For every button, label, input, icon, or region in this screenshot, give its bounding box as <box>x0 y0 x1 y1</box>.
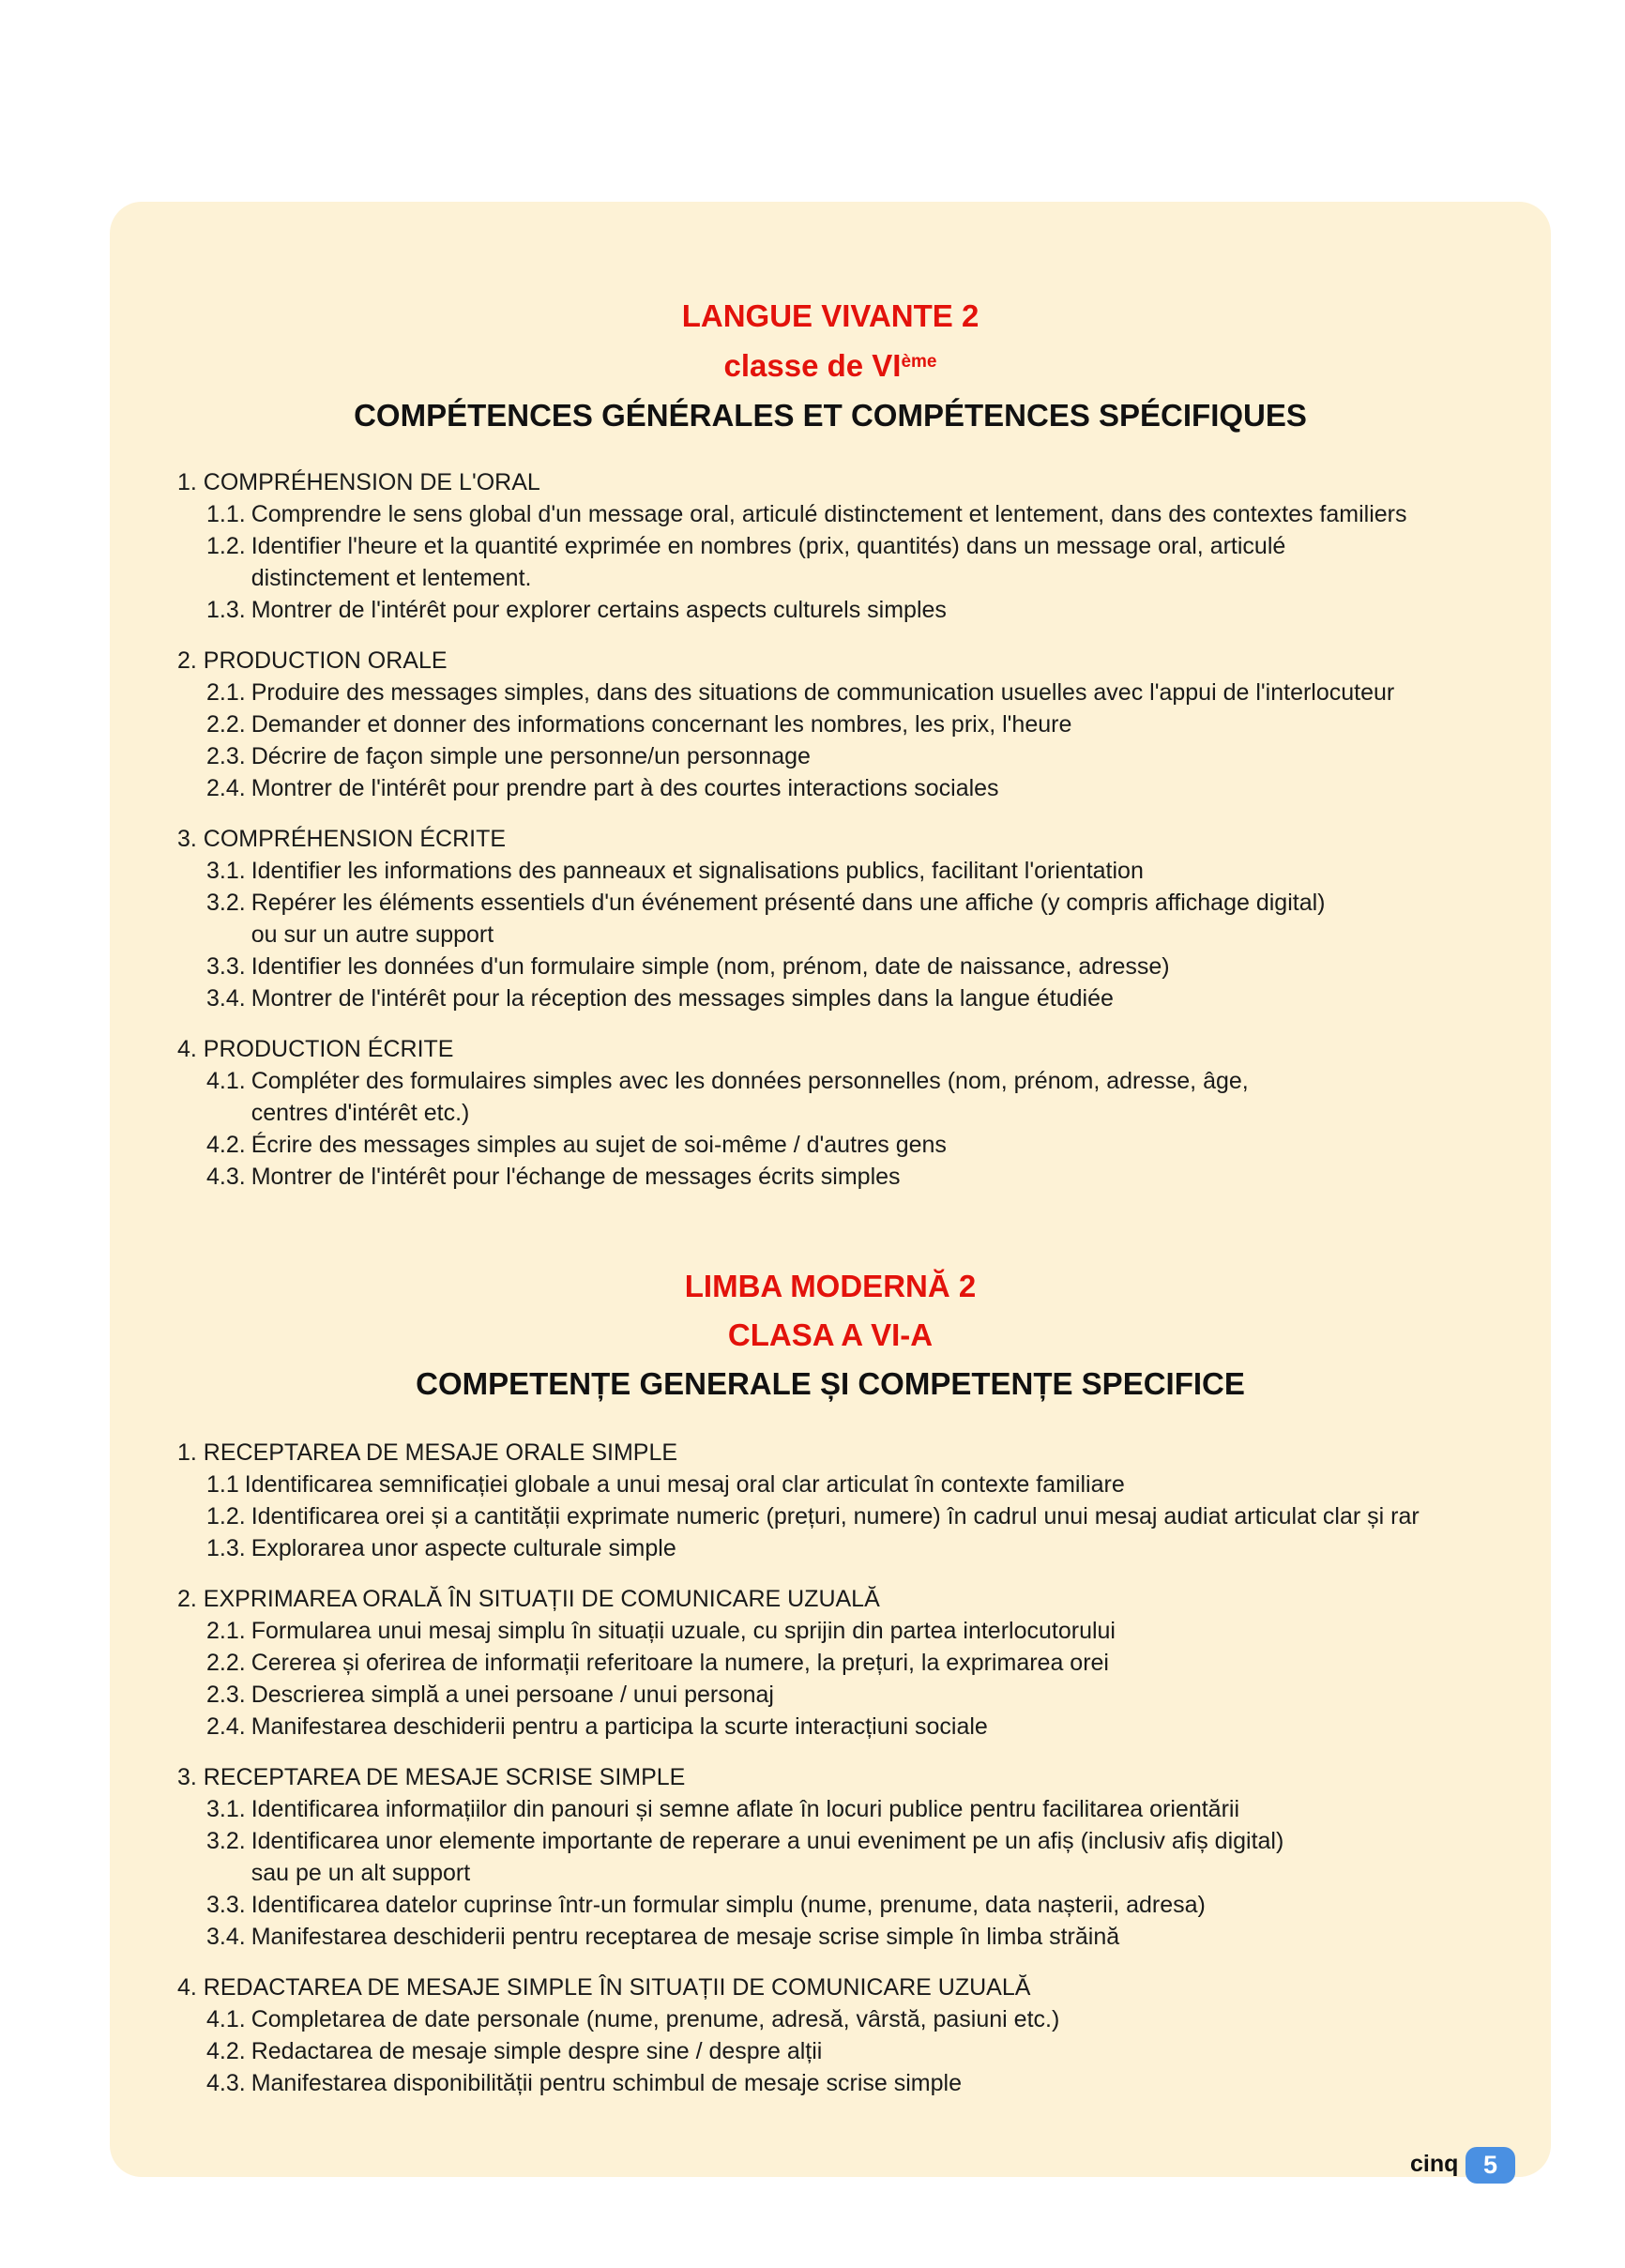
item-number: 2.2. <box>206 711 246 738</box>
competence-item <box>177 740 1528 772</box>
item-number: 3.3. <box>206 1892 246 1918</box>
item-number: 2.1. <box>206 1618 246 1644</box>
item-text: Descrierea simplă a unei persoane / unui personaj <box>251 1682 774 1708</box>
item-number: 3.3. <box>206 953 246 980</box>
item-text: Identifier les informations des panneaux et signalisations publics, facilitant l'orientation <box>251 858 1144 884</box>
item-number: 2.2. <box>206 1650 246 1676</box>
item-text: Identifier l'heure et la quantité exprimée en nombres (prix, quantités) dans un message oral, articulé distinctement et lentement. <box>251 533 1286 591</box>
section-heading: 3. RECEPTAREA DE MESAJE SCRISE SIMPLE <box>177 1764 686 1790</box>
competence-item <box>177 1500 1528 1532</box>
competence-item <box>177 772 1528 804</box>
competence-item <box>177 1793 1528 1825</box>
item-text: Identifier les données d'un formulaire simple (nom, prénom, date de naissance, adresse) <box>251 953 1170 980</box>
item-text: Identificarea unor elemente importante de reperare a unui eveniment pe un afiș (inclusiv afiș digital) sau pe un alt support <box>251 1828 1284 1886</box>
item-text: Identificarea datelor cuprinse într-un formular simplu (nume, prenume, data nașterii, adresa) <box>251 1892 1206 1918</box>
item-number: 4.1. <box>206 1068 246 1094</box>
competence-item <box>177 1615 1528 1647</box>
competence-section <box>177 1761 1528 1953</box>
competence-section <box>177 1437 1528 1564</box>
item-text: Manifestarea deschiderii pentru a participa la scurte interacțiuni sociale <box>251 1713 988 1740</box>
item-text: Produire des messages simples, dans des situations de communication usuelles avec l'appui de l'interlocuteur <box>251 679 1395 706</box>
item-number: 2.1. <box>206 679 246 706</box>
competence-item <box>177 1647 1528 1679</box>
item-number: 3.4. <box>206 985 246 1012</box>
competence-item <box>177 1679 1528 1711</box>
item-text: Comprendre le sens global d'un message oral, articulé distinctement et lentement, dans des contextes familiers <box>251 501 1407 527</box>
item-number: 1.2. <box>206 533 246 559</box>
competence-item <box>177 530 1528 594</box>
item-text: Manifestarea deschiderii pentru receptarea de mesaje scrise simple în limba străină <box>251 1924 1120 1950</box>
competence-item <box>177 1065 1528 1129</box>
item-number: 2.4. <box>206 775 246 801</box>
page-word: cinq <box>1410 2151 1459 2177</box>
item-number: 1.2. <box>206 1503 246 1530</box>
item-number: 3.1. <box>206 858 246 884</box>
section-heading: 4. PRODUCTION ÉCRITE <box>177 1036 454 1062</box>
item-number: 1.1 <box>206 1471 239 1498</box>
item-number: 2.3. <box>206 1682 246 1708</box>
item-text: Explorarea unor aspecte culturale simple <box>251 1535 676 1561</box>
item-text: Identificarea orei și a cantității exprimate numeric (prețuri, numere) în cadrul unui mesaj audiat articulat clar și rar <box>251 1503 1420 1530</box>
french-competences-list <box>177 466 1528 1193</box>
item-text: Identificarea semnificației globale a unui mesaj oral clar articulat în contexte familiare <box>244 1471 1125 1498</box>
item-text: Écrire des messages simples au sujet de soi-même / d'autres gens <box>251 1132 947 1158</box>
competence-item <box>177 594 1528 626</box>
competence-item <box>177 1532 1528 1564</box>
section-heading: 2. EXPRIMAREA ORALĂ ÎN SITUAȚII DE COMUNICARE UZUALĂ <box>177 1586 880 1612</box>
competence-item <box>177 1889 1528 1921</box>
competence-section <box>177 1971 1528 2099</box>
item-text: Montrer de l'intérêt pour explorer certains aspects culturels simples <box>251 597 947 623</box>
competence-item <box>177 1469 1528 1500</box>
french-class-label <box>110 345 1551 387</box>
romanian-competences-list <box>177 1437 1528 2099</box>
romanian-subtitle: COMPETENȚE GENERALE ȘI COMPETENȚE SPECIFICE <box>416 1366 1245 1401</box>
item-text: Décrire de façon simple une personne/un personnage <box>251 743 811 769</box>
competence-item <box>177 2035 1528 2067</box>
section-heading: 2. PRODUCTION ORALE <box>177 647 448 674</box>
item-number: 1.1. <box>206 501 246 527</box>
class-prefix: classe de VI <box>723 348 902 383</box>
item-number: 3.2. <box>206 890 246 916</box>
french-subtitle: COMPÉTENCES GÉNÉRALES ET COMPÉTENCES SPÉCIFIQUES <box>354 398 1307 433</box>
item-number: 4.2. <box>206 1132 246 1158</box>
competence-item <box>177 887 1528 951</box>
item-text: Repérer les éléments essentiels d'un événement présenté dans une affiche (y compris affichage digital) ou sur un autre support <box>251 890 1326 948</box>
item-number: 4.2. <box>206 2038 246 2064</box>
competence-item <box>177 1161 1528 1193</box>
competence-section <box>177 645 1528 804</box>
item-text: Montrer de l'intérêt pour l'échange de messages écrits simples <box>251 1164 901 1190</box>
item-number: 1.3. <box>206 1535 246 1561</box>
competence-item <box>177 2067 1528 2099</box>
competence-item <box>177 1921 1528 1953</box>
item-text: Demander et donner des informations concernant les nombres, les prix, l'heure <box>251 711 1072 738</box>
section-heading: 4. REDACTAREA DE MESAJE SIMPLE ÎN SITUAȚII DE COMUNICARE UZUALĂ <box>177 1974 1031 2001</box>
competence-item <box>177 855 1528 887</box>
competence-item <box>177 677 1528 708</box>
item-text: Redactarea de mesaje simple despre sine / despre alții <box>251 2038 823 2064</box>
competence-section <box>177 823 1528 1014</box>
competence-section <box>177 466 1528 626</box>
competence-item <box>177 498 1528 530</box>
competence-item <box>177 1711 1528 1743</box>
item-number: 4.3. <box>206 2070 246 2096</box>
item-number: 1.3. <box>206 597 246 623</box>
item-text: Completarea de date personale (nume, prenume, adresă, vârstă, pasiuni etc.) <box>251 2006 1060 2032</box>
item-number: 4.3. <box>206 1164 246 1190</box>
french-title: LANGUE VIVANTE 2 <box>681 298 980 333</box>
item-text: Montrer de l'intérêt pour prendre part à des courtes interactions sociales <box>251 775 999 801</box>
competence-section <box>177 1033 1528 1193</box>
item-text: Montrer de l'intérêt pour la réception des messages simples dans la langue étudiée <box>251 985 1114 1012</box>
item-text: Identificarea informațiilor din panouri și semne aflate în locuri publice pentru facilitarea orientării <box>251 1796 1240 1822</box>
competence-item <box>177 1825 1528 1889</box>
section-heading: 1. RECEPTAREA DE MESAJE ORALE SIMPLE <box>177 1439 678 1466</box>
item-number: 3.1. <box>206 1796 246 1822</box>
competence-item <box>177 982 1528 1014</box>
romanian-class-label: CLASA A VI-A <box>727 1317 934 1352</box>
item-number: 2.4. <box>206 1713 246 1740</box>
page-number-badge: 5 <box>1466 2147 1515 2184</box>
item-number: 4.1. <box>206 2006 246 2032</box>
competence-item <box>177 951 1528 982</box>
item-text: Compléter des formulaires simples avec les données personnelles (nom, prénom, adresse, âge, centres d'intérêt etc.) <box>251 1068 1249 1126</box>
item-number: 2.3. <box>206 743 246 769</box>
romanian-title: LIMBA MODERNĂ 2 <box>684 1269 977 1303</box>
competence-item <box>177 708 1528 740</box>
section-heading: 1. COMPRÉHENSION DE L'ORAL <box>177 469 540 495</box>
item-number: 3.4. <box>206 1924 246 1950</box>
item-text: Cererea și oferirea de informații referitoare la numere, la prețuri, la exprimarea orei <box>251 1650 1109 1676</box>
item-text: Formularea unui mesaj simplu în situații uzuale, cu sprijin din partea interlocutorului <box>251 1618 1116 1644</box>
competence-item <box>177 2003 1528 2035</box>
competence-item <box>177 1129 1528 1161</box>
competence-section <box>177 1583 1528 1743</box>
item-number: 3.2. <box>206 1828 246 1854</box>
item-text: Manifestarea disponibilității pentru schimbul de mesaje scrise simple <box>251 2070 962 2096</box>
section-heading: 3. COMPRÉHENSION ÉCRITE <box>177 826 507 852</box>
class-superscript: ème <box>901 352 937 372</box>
